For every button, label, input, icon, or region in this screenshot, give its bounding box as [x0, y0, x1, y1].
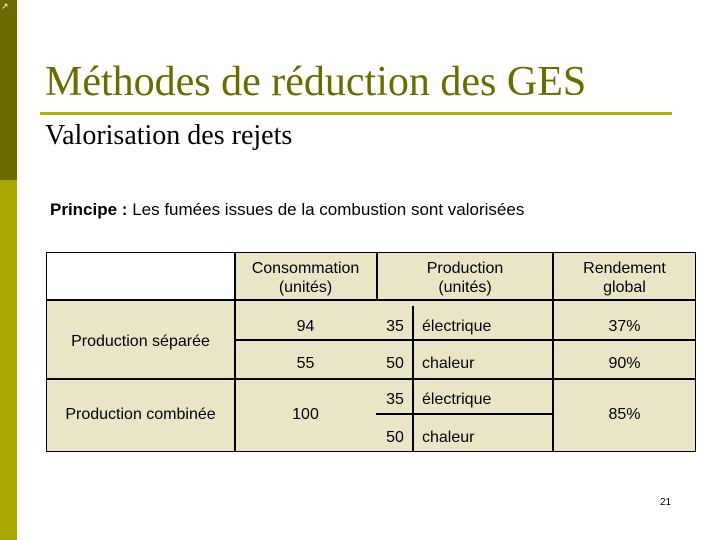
header-consommation-line2: (unités): [278, 279, 333, 296]
header-consommation-line1: Consommation: [251, 260, 360, 277]
production-type: électrique: [422, 391, 492, 408]
header-production-line1: Production: [426, 260, 504, 277]
row-label-separee: Production séparée: [71, 333, 210, 350]
production-value: 50: [386, 429, 404, 446]
consommation-value: 55: [296, 355, 315, 372]
consommation-value: 94: [296, 318, 315, 335]
header-rendement-line2: global: [603, 279, 646, 296]
principle-text: Les fumées issues de la combustion sont valorisées: [127, 200, 525, 219]
header-rendement: [554, 259, 695, 297]
principle-statement: [50, 200, 524, 220]
production-value: 50: [386, 355, 404, 372]
rendement-value: 85%: [608, 406, 641, 423]
header-production: [378, 259, 552, 297]
rendement-value: 90%: [608, 355, 641, 372]
production-value: 35: [386, 318, 404, 335]
table-divider: [376, 413, 553, 415]
production-value: 35: [386, 391, 404, 408]
table-divider: [47, 378, 695, 380]
table-blank-header-cell: [47, 253, 235, 300]
sidebar-top-band: [0, 0, 17, 180]
production-type: chaleur: [422, 429, 475, 446]
header-production-line2: (unités): [438, 279, 492, 296]
slide-title: Méthodes de réduction des GES: [45, 59, 587, 105]
page-number: 21: [660, 497, 672, 508]
header-rendement-line1: Rendement: [583, 260, 666, 277]
production-type: chaleur: [422, 355, 475, 372]
principle-label: Principe :: [50, 200, 128, 219]
table-divider: [234, 339, 695, 341]
table-divider: [47, 299, 695, 301]
sidebar-middle-band: [0, 180, 17, 360]
consommation-value: 100: [292, 406, 319, 423]
sidebar-bottom-band: [0, 360, 17, 540]
rendement-value: 37%: [608, 318, 641, 335]
slide-subtitle: Valorisation des rejets: [45, 120, 293, 151]
corner-arrow-icon: ↗: [1, 2, 9, 12]
header-consommation: [235, 259, 376, 297]
production-type: électrique: [422, 318, 492, 335]
row-label-combinee: Production combinée: [65, 406, 216, 423]
title-underline: [40, 112, 672, 115]
